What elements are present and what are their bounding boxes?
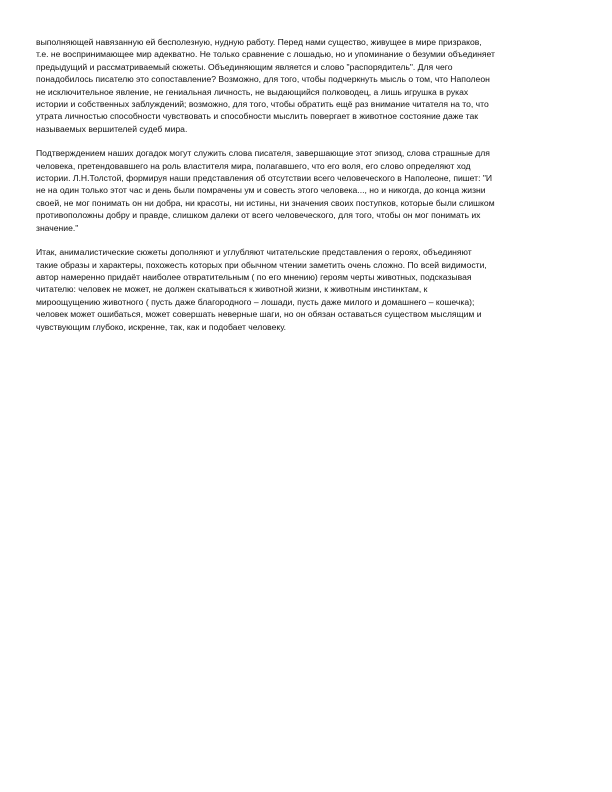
- document-page: [36, 36, 576, 333]
- paragraph-2: Подтверждением наших догадок могут служить слова писателя, завершающие этот эпизод, слова страшные для человека, претендовавшего на роль властителя мира, полагавшего, что его воля, его слово определяют ход истории. Л.Н.Толстой, формируя наши представления об отсутствии всего человеческого в Наполеоне, пишет: "И не на один только этот час и день были помрачены ум и совесть этого человека..., но и никогда, до конца жизни своей, не мог понимать он ни добра, ни красоты, ни истины, ни значения своих поступков, которые были слишком противоположны добру и правде, слишком далеки от всего человеческого, для того, чтобы он мог понимать их значение.": [36, 148, 495, 233]
- paragraph-1: выполняющей навязанную ей бесполезную, нудную работу. Перед нами существо, живущее в мире призраков, т.е. не воспринимающее мир адекватно. Не только сравнение с лошадью, но и упоминание о безумии объединяет предыдущий и рассматриваемый сюжеты. Объединяющим является и слово "распорядитель". Для чего понадобилось писателю это сопоставление? Возможно, для того, чтобы подчеркнуть мысль о том, что Наполеон не исключительное явление, не гениальная личность, не выдающийся полководец, а лишь игрушка в руках истории и собственных заблуждений; возможно, для того, чтобы обратить ещё раз внимание читателя на то, что утрата личностью способности чувствовать и способности мыслить повергает в животное состояние даже так называемых вершителей судеб мира.: [36, 37, 495, 134]
- paragraph-3: Итак, анималистические сюжеты дополняют и углубляют читательские представления о героях, объединяют такие образы и характеры, похожесть которых при обычном чтении заметить очень сложно. По всей видимости, автор намеренно придаёт наиболее отвратительным ( по его мнению) героям черты животных, подсказывая читателю: человек не может, не должен скатываться к животной жизни, к животным инстинктам, к мироощущению животного ( пусть даже благородного – лошади, пусть даже милого и домашнего – кошечка); человек может ошибаться, может совершать неверные шаги, но он обязан оставаться существом мыслящим и чувствующим глубоко, искренне, так, как и подобает человеку.: [36, 247, 487, 332]
